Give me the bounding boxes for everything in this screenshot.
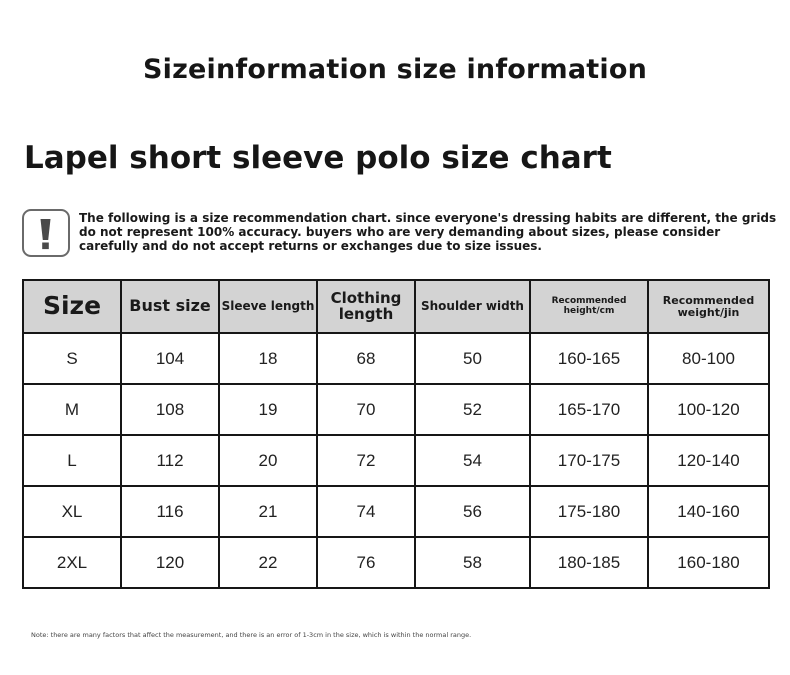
cell-shoulder: 50 — [415, 333, 530, 384]
cell-weight: 160-180 — [648, 537, 769, 588]
header-bust-size: Bust size — [121, 280, 219, 333]
cell-height: 175-180 — [530, 486, 648, 537]
header-sleeve-length: Sleeve length — [219, 280, 317, 333]
notice — [22, 209, 777, 259]
cell-weight: 140-160 — [648, 486, 769, 537]
cell-shoulder: 58 — [415, 537, 530, 588]
cell-clothing-length: 72 — [317, 435, 415, 486]
cell-bust: 108 — [121, 384, 219, 435]
cell-height: 170-175 — [530, 435, 648, 486]
cell-clothing-length: 74 — [317, 486, 415, 537]
size-table — [22, 279, 770, 589]
exclamation-icon — [22, 209, 70, 257]
cell-shoulder: 56 — [415, 486, 530, 537]
cell-shoulder: 52 — [415, 384, 530, 435]
cell-sleeve: 18 — [219, 333, 317, 384]
cell-weight: 80-100 — [648, 333, 769, 384]
cell-weight: 100-120 — [648, 384, 769, 435]
cell-bust: 112 — [121, 435, 219, 486]
table-row — [23, 333, 769, 384]
cell-size: XL — [23, 486, 121, 537]
table-row — [23, 486, 769, 537]
cell-weight: 120-140 — [648, 435, 769, 486]
notice-text: The following is a size recommendation chart. since everyone's dressing habits are different, the grids do not represent 100% accuracy. buyers who are very demanding about sizes, please consider carefully and do not accept returns or exchanges due to size issues. — [79, 211, 777, 253]
table-row — [23, 435, 769, 486]
cell-sleeve: 20 — [219, 435, 317, 486]
cell-height: 165-170 — [530, 384, 648, 435]
cell-size: M — [23, 384, 121, 435]
cell-sleeve: 19 — [219, 384, 317, 435]
header-recommended-weight: Recommended weight/jin — [648, 280, 769, 333]
table-header-row — [23, 280, 769, 333]
cell-height: 180-185 — [530, 537, 648, 588]
cell-shoulder: 54 — [415, 435, 530, 486]
cell-sleeve: 21 — [219, 486, 317, 537]
cell-bust: 120 — [121, 537, 219, 588]
cell-size: L — [23, 435, 121, 486]
header-shoulder-width: Shoulder width — [415, 280, 530, 333]
cell-size: S — [23, 333, 121, 384]
table-row — [23, 384, 769, 435]
header-recommended-height: Recommended height/cm — [530, 280, 648, 333]
cell-height: 160-165 — [530, 333, 648, 384]
chart-title: Lapel short sleeve polo size chart — [24, 140, 612, 176]
cell-bust: 104 — [121, 333, 219, 384]
cell-clothing-length: 76 — [317, 537, 415, 588]
cell-size: 2XL — [23, 537, 121, 588]
cell-clothing-length: 70 — [317, 384, 415, 435]
cell-bust: 116 — [121, 486, 219, 537]
page-heading: Sizeinformation size information — [142, 54, 648, 85]
cell-clothing-length: 68 — [317, 333, 415, 384]
cell-sleeve: 22 — [219, 537, 317, 588]
table-row — [23, 537, 769, 588]
footnote: Note: there are many factors that affect the measurement, and there is an error of 1-3cm in the size, which is within the normal range. — [31, 631, 472, 639]
header-clothing-length: Clothing length — [317, 280, 415, 333]
header-size: Size — [23, 280, 121, 333]
